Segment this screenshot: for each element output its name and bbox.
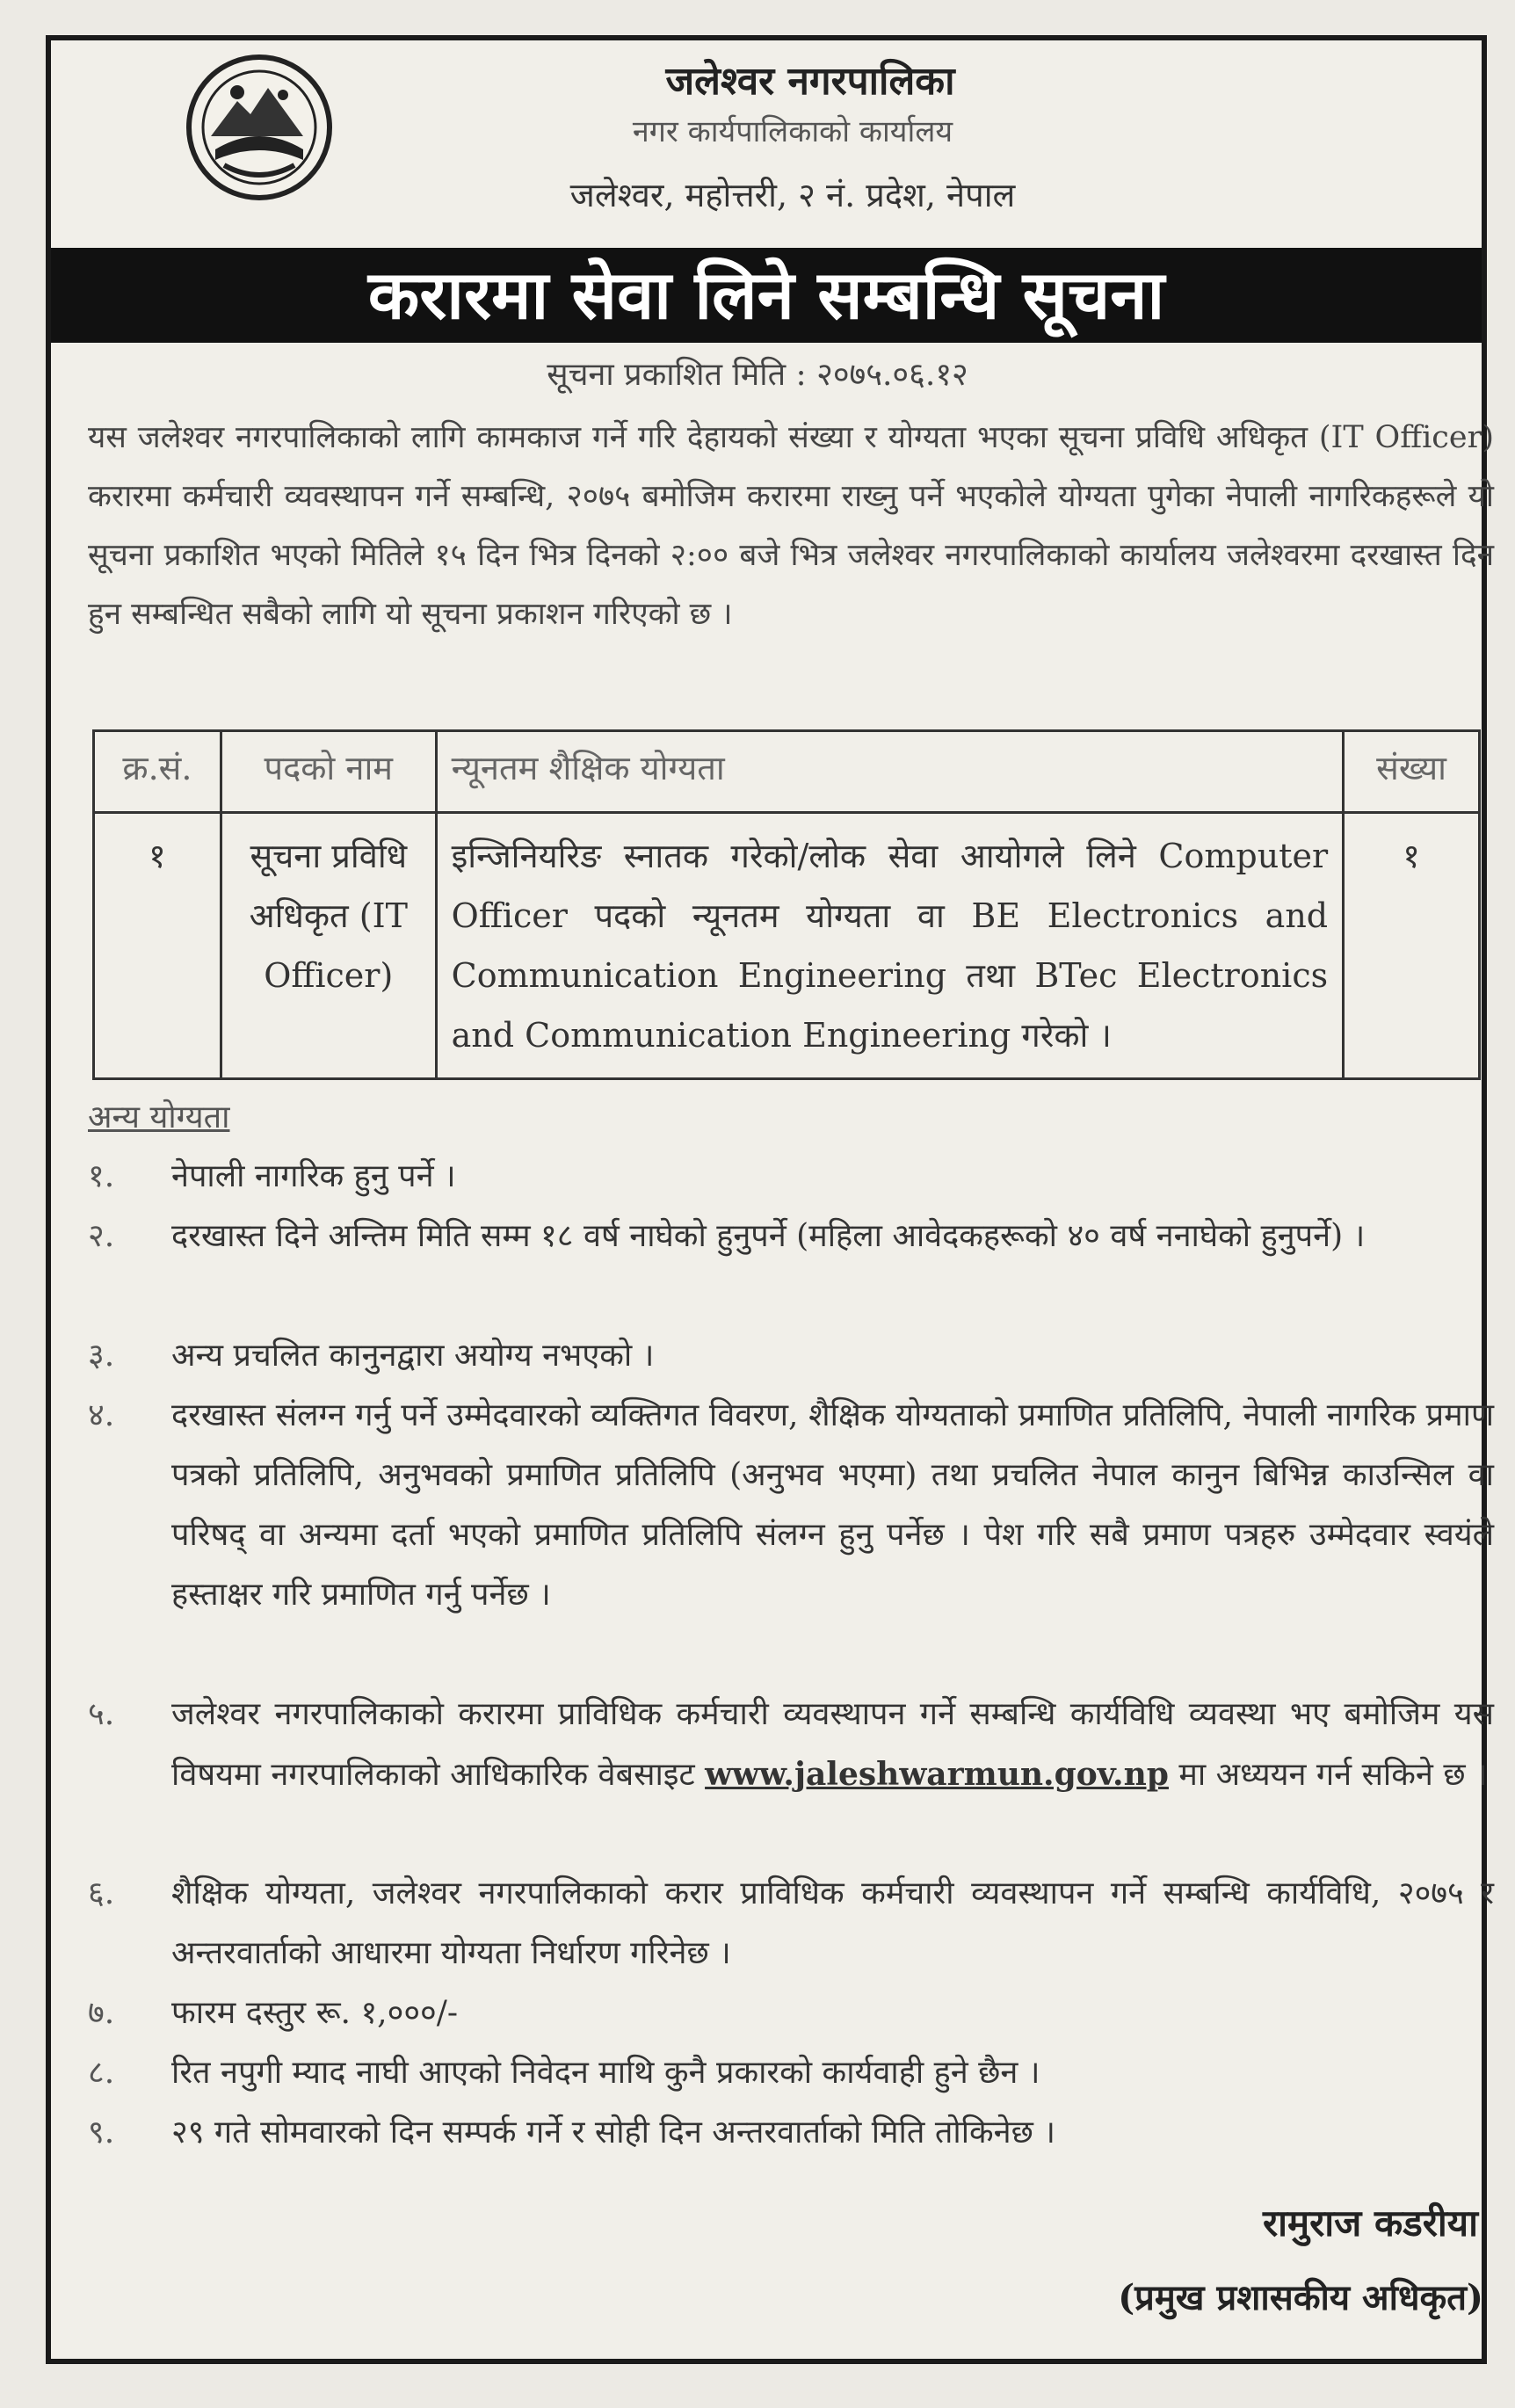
header-qualification: न्यूनतम शैक्षिक योग्यता <box>436 731 1343 813</box>
requirement-number: ८. <box>88 2055 115 2091</box>
row-number: १ <box>1344 813 1480 1079</box>
header-post: पदको नाम <box>221 731 436 813</box>
office-name: नगर कार्यपालिकाको कार्यालय <box>632 114 953 149</box>
signatory-name: रामुराज कडरीया <box>1262 2201 1478 2245</box>
requirement-text: अन्य प्रचलित कानुनद्वारा अयोग्य नभएको । <box>171 1338 655 1374</box>
requirement-number: ७. <box>88 1995 115 2031</box>
requirement-item <box>88 1207 1494 1266</box>
requirement-item <box>88 1326 1494 1386</box>
table-header-row <box>94 731 1480 813</box>
requirement-text-after: मा अध्ययन गर्न सकिने छ । <box>1168 1757 1488 1793</box>
requirement-text: दरखास्त संलग्न गर्नु पर्ने उम्मेदवारको व्यक्तिगत विवरण, शैक्षिक योग्यताको प्रमाणित प्रतिलिपि, नेपाली नागरिक प्रमाण पत्रको प्रतिलिपि, अनुभवको प्रमाणित प्रतिलिपि (अनुभव भएमा) तथा प्रचलित नेपाल कानुन बिभिन्न काउन्सिल वा परिषद् वा अन्यमा दर्ता भएको प्रमाणित प्रतिलिपि संलग्न हुनु पर्नेछ । पेश गरि सबै प्रमाण पत्रहरु उम्मेदवार स्वयंले हस्ताक्षर गरि प्रमाणित गर्नु पर्नेछ । <box>171 1397 1494 1613</box>
requirement-text-before: जलेश्वर नगरपालिकाको करारमा प्राविधिक कर्मचारी व्यवस्थापन गर्ने सम्बन्धि कार्यविधि व्यवस्था भए बमोजिम यस विषयमा नगरपालिकाको आधिकारिक वेबसाइट <box>171 1696 1494 1793</box>
office-address: जलेश्वर, महोत्तरी, २ नं. प्रदेश, नेपाल <box>569 176 1016 214</box>
requirement-item <box>88 1984 1494 2043</box>
notice-title: करारमा सेवा लिने सम्बन्धि सूचना <box>51 248 1482 343</box>
requirement-text: रित नपुगी म्याद नाघी आएको निवेदन माथि कुनै प्रकारको कार्यवाही हुने छैन । <box>171 2055 1040 2091</box>
org-name: जलेश्वर नगरपालिका <box>665 59 955 104</box>
requirement-number: २. <box>88 1218 115 1254</box>
requirement-number: ३. <box>88 1338 115 1374</box>
row-post: सूचना प्रविधि अधिकृत (IT Officer) <box>221 813 436 1079</box>
requirement-item <box>88 2043 1494 2103</box>
requirement-item <box>88 1386 1494 1625</box>
header-number: संख्या <box>1344 731 1480 813</box>
signatory-designation: (प्रमुख प्रशासकीय अधिकृत) <box>1118 2277 1483 2318</box>
website-link[interactable]: www.jaleshwarmun.gov.np <box>705 1756 1169 1793</box>
header-sn: क्र.सं. <box>94 731 221 813</box>
requirement-number: ५. <box>88 1696 115 1732</box>
requirement-text: नेपाली नागरिक हुनु पर्ने । <box>171 1158 456 1194</box>
table-row <box>94 813 1480 1079</box>
requirement-number: १. <box>88 1158 115 1194</box>
requirement-text: शैक्षिक योग्यता, जलेश्वर नगरपालिकाको करार प्राविधिक कर्मचारी व्यवस्थापन गर्ने सम्बन्धि कार्यविधि, २०७५ र अन्तरवार्ताको आधारमा योग्यता निर्धारण गरिनेछ । <box>171 1875 1494 1971</box>
requirement-text: फारम दस्तुर रू. १,०००/- <box>171 1995 459 2031</box>
requirement-item <box>88 1147 1494 1207</box>
vacancy-table <box>92 729 1481 1080</box>
row-sn: १ <box>94 813 221 1079</box>
publish-date: सूचना प्रकाशित मिति : २०७५.०६.१२ <box>547 357 968 393</box>
requirement-text <box>171 1685 1494 1805</box>
row-qualification: इन्जिनियरिङ स्नातक गरेको/लोक सेवा आयोगले लिने Computer Officer पदको न्यूनतम योग्यता वा BE Electronics and Communication Engineering तथा BTec Electronics and Communication Engineering गरेको । <box>436 813 1343 1079</box>
requirement-item <box>88 1685 1494 1805</box>
intro-paragraph: यस जलेश्वर नगरपालिकाको लागि कामकाज गर्ने गरि देहायको संख्या र योग्यता भएका सूचना प्रविधि अधिकृत (IT Officer) करारमा कर्मचारी व्यवस्थापन गर्ने सम्बन्धि, २०७५ बमोजिम करारमा राख्नु पर्ने भएकोले योग्यता पुगेका नेपाली नागरिकहरूले यो सूचना प्रकाशित भएको मितिले १५ दिन भित्र दिनको २:०० बजे भित्र जलेश्वर नगरपालिकाको कार्यालय जलेश्वरमा दरखास्त दिन हुन सम्बन्धित सबैको लागि यो सूचना प्रकाशन गरिएको छ । <box>88 420 1494 632</box>
other-qualifications-heading: अन्य योग्यता <box>88 1099 230 1135</box>
requirement-number: ६. <box>88 1875 115 1911</box>
requirement-item <box>88 1864 1494 1984</box>
requirement-text: २९ गते सोमवारको दिन सम्पर्क गर्ने र सोही दिन अन्तरवार्ताको मिति तोकिनेछ । <box>171 2114 1055 2151</box>
requirement-text: दरखास्त दिने अन्तिम मिति सम्म १८ वर्ष नाघेको हुनुपर्ने (महिला आवेदकहरूको ४० वर्ष ननाघेको हुनुपर्ने) । <box>171 1218 1366 1254</box>
requirement-number: ९. <box>88 2114 115 2151</box>
requirement-number: ४. <box>88 1397 115 1433</box>
requirement-item <box>88 2103 1494 2163</box>
